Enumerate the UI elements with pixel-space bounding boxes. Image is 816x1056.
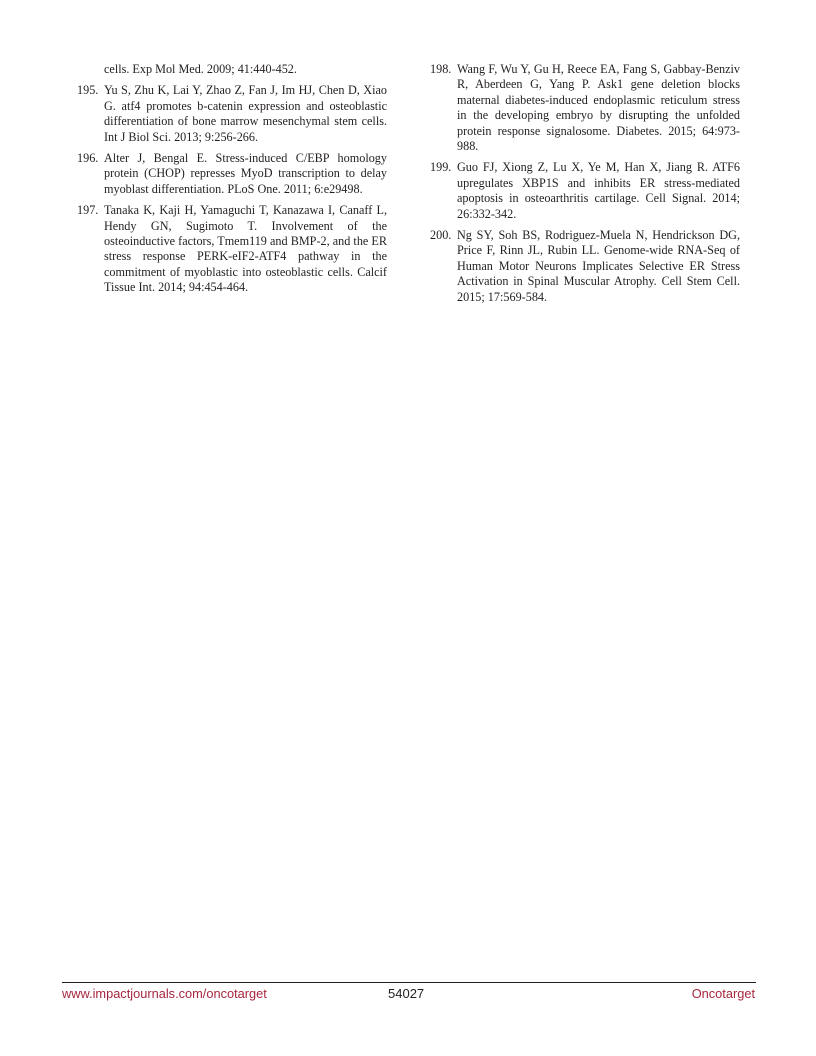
- reference-item: [430, 160, 740, 222]
- reference-item: [430, 228, 740, 305]
- reference-number: 195.: [77, 83, 99, 98]
- references-column-left: [77, 62, 387, 302]
- reference-number: 197.: [77, 203, 99, 218]
- references-column-right: [430, 62, 740, 311]
- reference-text: Ng SY, Soh BS, Rodriguez-Muela N, Hendrickson DG, Price F, Rinn JL, Rubin LL. Genome-wide RNA-Seq of Human Motor Neurons Implicates Selective ER Stress Activation in Spinal Muscular Atrophy. Cell Stem Cell. 2015; 17:569-584.: [457, 228, 740, 304]
- reference-item: [77, 83, 387, 145]
- reference-number: 198.: [430, 62, 452, 76]
- reference-item: [430, 62, 740, 154]
- reference-number: 199.: [430, 160, 452, 175]
- reference-text: cells. Exp Mol Med. 2009; 41:440-452.: [104, 62, 297, 76]
- reference-text: Tanaka K, Kaji H, Yamaguchi T, Kanazawa I, Canaff L, Hendy GN, Sugimoto T. Involvement of the osteoinductive factors, Tmem119 and BMP-2, and the ER stress response PERK-eIF2-ATF4 pathway in the commitment of myoblastic into osteoblastic cells. Calcif Tissue Int. 2014; 94:454-464.: [104, 203, 387, 295]
- reference-text: Yu S, Zhu K, Lai Y, Zhao Z, Fan J, Im HJ, Chen D, Xiao G. atf4 promotes b-catenin expression and osteoblastic differentiation of bone marrow mesenchymal stem cells. Int J Biol Sci. 2013; 9:256-266.: [104, 83, 387, 144]
- page-number: 54027: [388, 986, 425, 1001]
- footer-divider: [62, 982, 756, 983]
- footer-journal-url-link[interactable]: www.impactjournals.com/oncotarget: [62, 986, 267, 1001]
- reference-item: [77, 151, 387, 197]
- reference-text: Guo FJ, Xiong Z, Lu X, Ye M, Han X, Jiang R. ATF6 upregulates XBP1S and inhibits ER stress-mediated apoptosis in osteoarthritis cartilage. Cell Signal. 2014; 26:332-342.: [457, 160, 740, 221]
- reference-text: Wang F, Wu Y, Gu H, Reece EA, Fang S, Gabbay-Benziv R, Aberdeen G, Yang P. Ask1 gene deletion blocks maternal diabetes-induced endoplasmic reticulum stress in the developing embryo by disrupting the unfolded protein response signalosome. Diabetes. 2015; 64:973-988.: [457, 62, 740, 154]
- footer-journal-name: Oncotarget: [691, 986, 755, 1001]
- reference-item: [77, 203, 387, 295]
- reference-number: 196.: [77, 151, 99, 166]
- reference-item: [77, 62, 387, 77]
- reference-number: 200.: [430, 228, 452, 243]
- reference-text: Alter J, Bengal E. Stress-induced C/EBP homology protein (CHOP) represses MyoD transcription to delay myoblast differentiation. PLoS One. 2011; 6:e29498.: [104, 151, 387, 196]
